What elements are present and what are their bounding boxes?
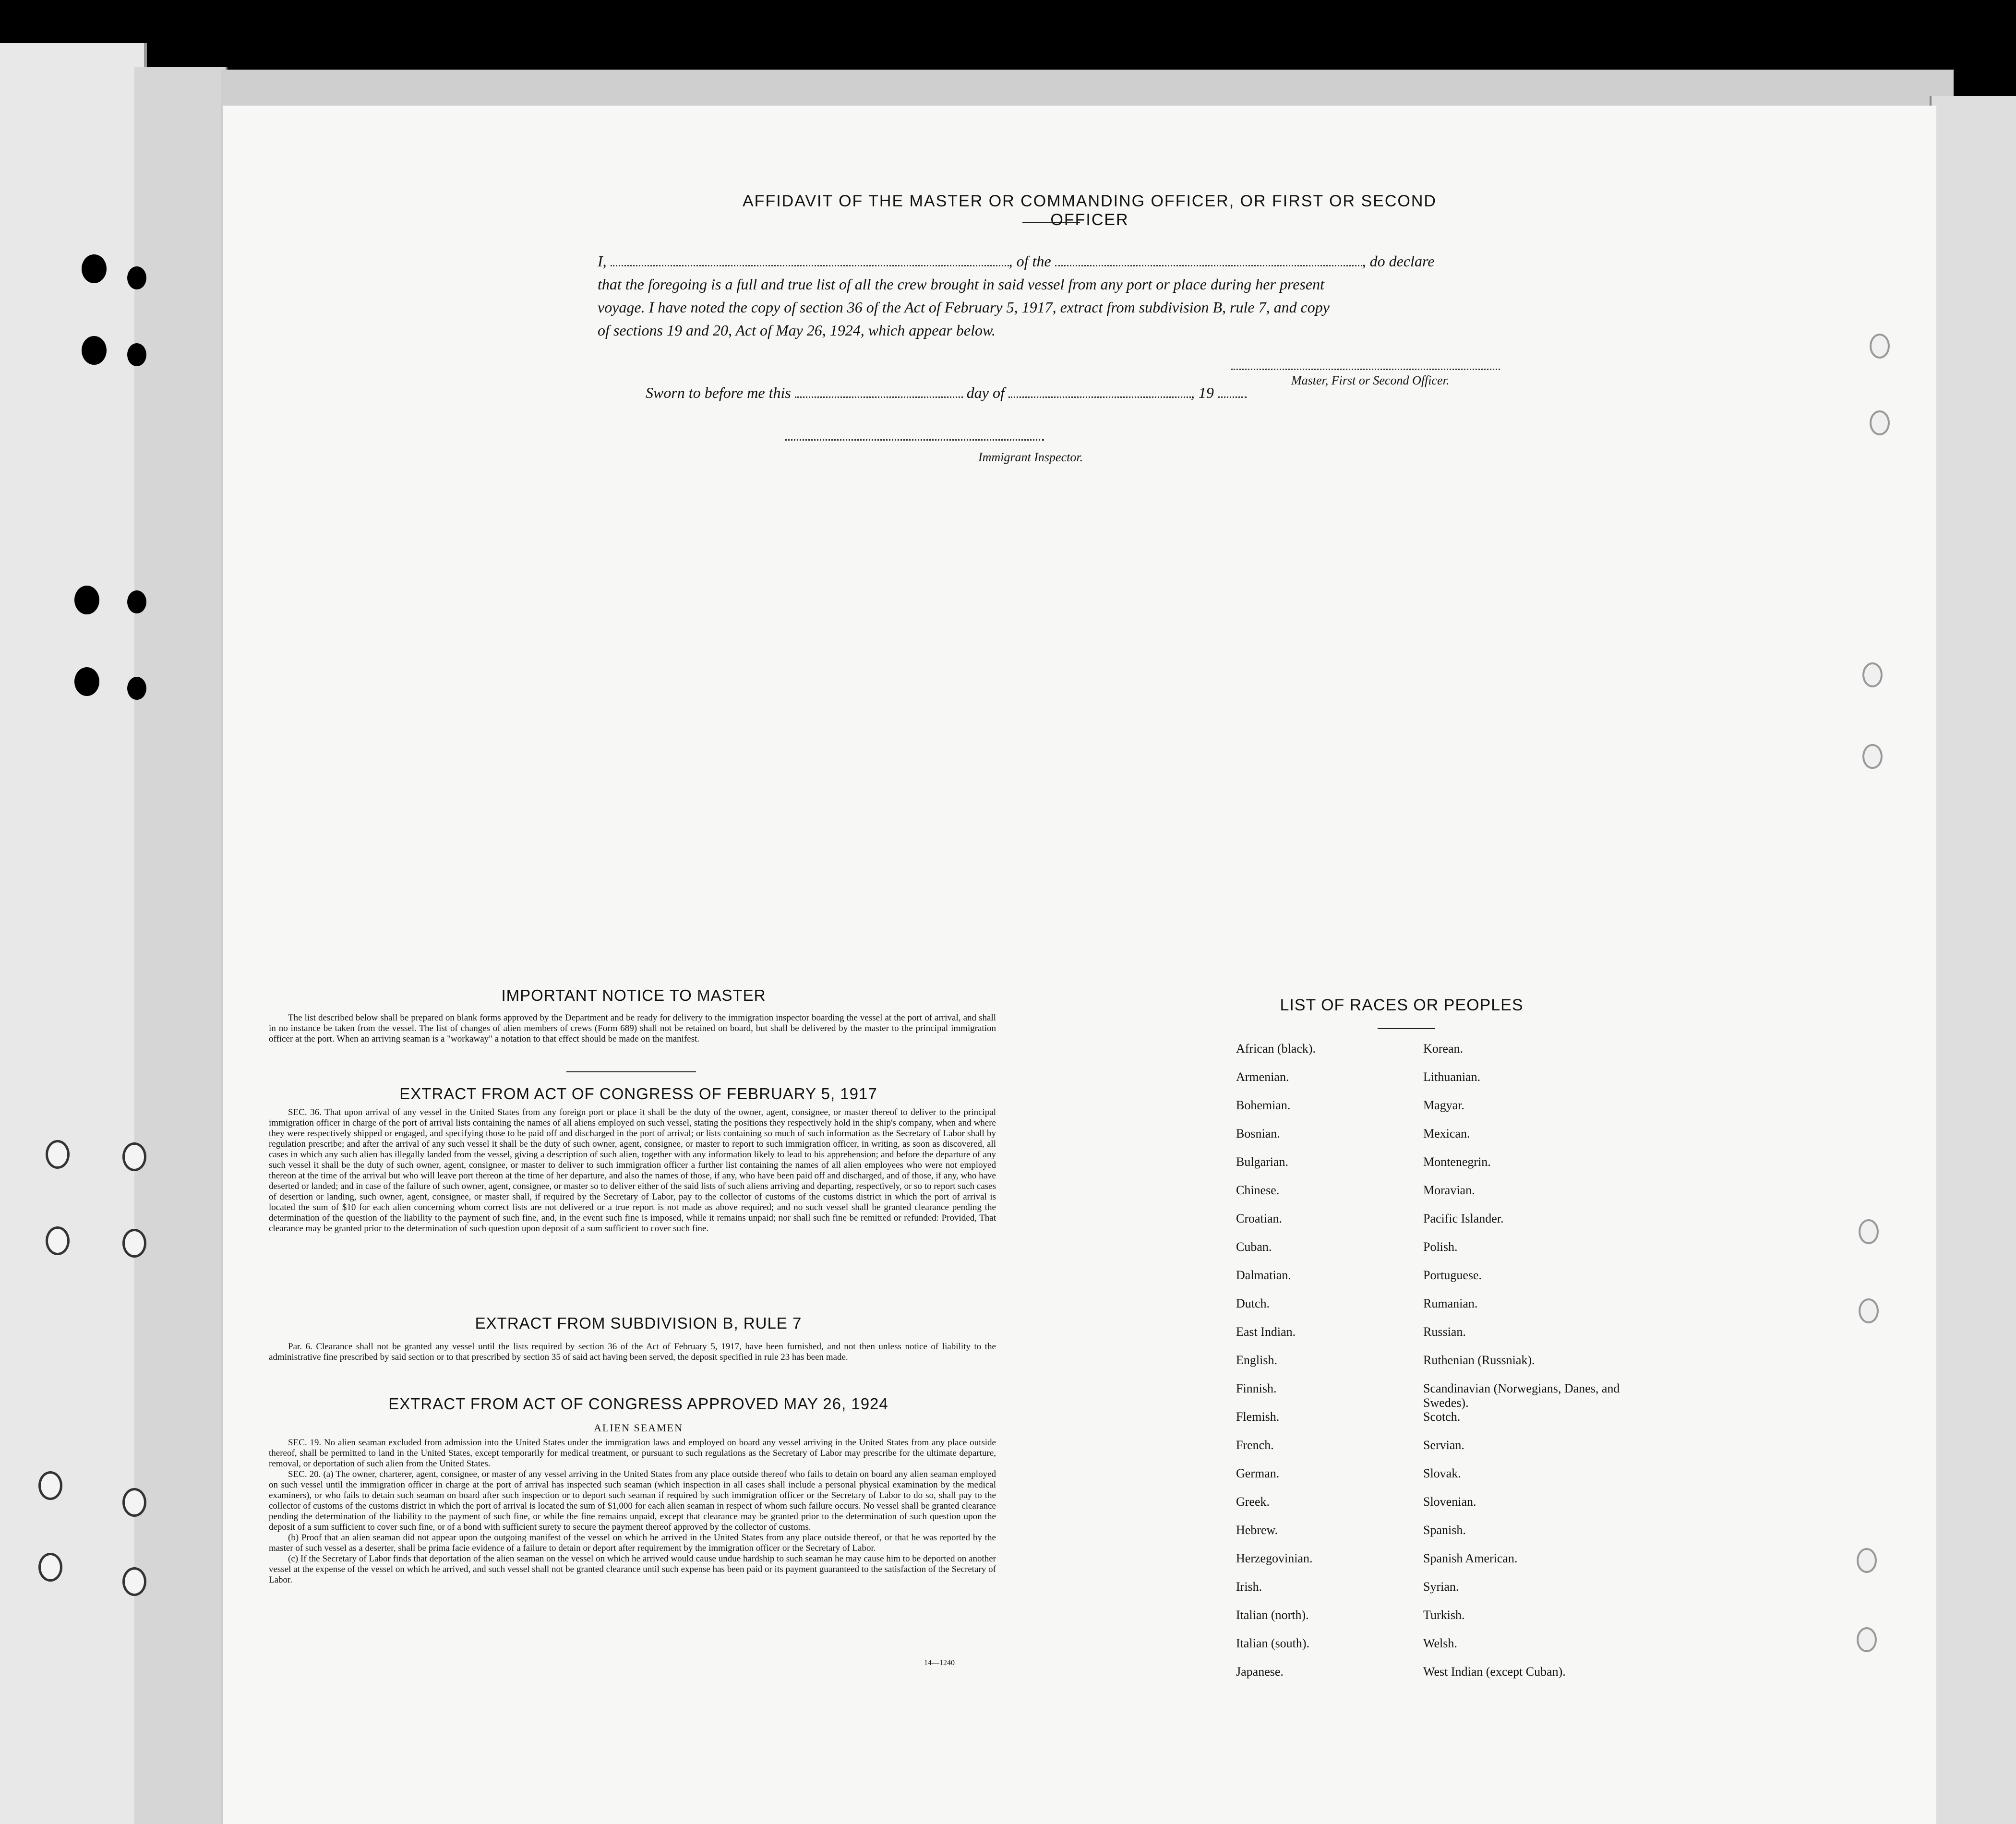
sworn-month-field[interactable] <box>1008 387 1191 398</box>
race-item: Montenegrin. <box>1423 1155 1491 1169</box>
binder-hole-icon <box>38 1471 62 1500</box>
race-item: Bosnian. <box>1236 1127 1280 1140</box>
declaration-line-3: voyage. I have noted the copy of section 36 of the Act of February 5, 1917, extract from subdivision B, rule 7, and copy <box>598 299 1330 316</box>
race-item: Scandinavian (Norwegians, Danes, and Swedes). <box>1423 1381 1620 1410</box>
sec-19-paragraph: SEC. 19. No alien seaman excluded from admission into the United States under the immigration laws and employed on board any vessel arriving in the United States from any place outside thereof, shall be permitted to land in the United States, except temporarily for medical treatment, or pursuant to such regulations as the Secretary of Labor may prescribe for the ultimate departure, removal, or deportation of such alien from the United States. <box>269 1438 996 1469</box>
race-item: Italian (south). <box>1236 1636 1310 1650</box>
race-item: Greek. <box>1236 1495 1270 1509</box>
race-item: Welsh. <box>1423 1636 1457 1650</box>
race-item: Hebrew. <box>1236 1523 1278 1537</box>
binder-hole-icon <box>74 586 99 614</box>
race-item: Armenian. <box>1236 1070 1289 1084</box>
subdivision-b-title: EXTRACT FROM SUBDIVISION B, RULE 7 <box>475 1314 802 1332</box>
punch-hole-icon <box>1857 1548 1877 1573</box>
race-item: Irish. <box>1236 1580 1262 1594</box>
race-item: Magyar. <box>1423 1098 1464 1112</box>
race-item: Bohemian. <box>1236 1098 1291 1112</box>
race-item: African (black). <box>1236 1042 1316 1056</box>
race-item: German. <box>1236 1466 1280 1480</box>
binder-hole-icon <box>127 343 146 366</box>
race-item: Bulgarian. <box>1236 1155 1289 1169</box>
divider <box>566 1071 696 1072</box>
race-item: Japanese. <box>1236 1665 1284 1679</box>
race-item: Chinese. <box>1236 1183 1280 1197</box>
race-item: Turkish. <box>1423 1608 1465 1622</box>
race-item: Finnish. <box>1236 1381 1277 1395</box>
sworn-line <box>646 384 1247 402</box>
binder-hole-icon <box>82 254 107 283</box>
right-page-edge <box>1930 96 2016 1824</box>
races-column-1 <box>1236 1042 1418 1693</box>
race-item: Dutch. <box>1236 1296 1270 1310</box>
binder-hole-icon <box>46 1140 70 1169</box>
affidavit-title: AFFIDAVIT OF THE MASTER OR COMMANDING OFFICER, OR FIRST OR SECOND OFFICER <box>743 192 1437 229</box>
subdivision-b-body: Par. 6. Clearance shall not be granted any vessel until the lists required by section 36 of the Act of February 5, 1917, have been furnished, and not then unless notice of liability to the administrative fine prescribed by said section or to that prescribed by section 35 of said act having been served, the deposit specified in rule 23 has been made. <box>269 1342 996 1362</box>
race-item: Pacific Islander. <box>1423 1212 1504 1225</box>
binder-hole-icon <box>82 336 107 365</box>
declaration-line-4: of sections 19 and 20, Act of May 26, 1924, which appear below. <box>598 322 996 339</box>
sworn-text: Sworn to before me this <box>646 384 791 401</box>
declaration-line-2: that the foregoing is a full and true list of all the crew brought in said vessel from any port or place during her present <box>598 276 1324 293</box>
sworn-day-field[interactable] <box>795 387 963 398</box>
extract-1924-body <box>269 1438 996 1585</box>
sworn-year-prefix: , 19 <box>1190 384 1214 401</box>
extract-1917-body: SEC. 36. That upon arrival of any vessel in the United States from any foreign port or place it shall be the duty of the owner, agent, consignee, or master thereof to deliver to the principal immigration officer in charge of the port of arrival lists containing the names of all aliens employed on such vessel, stating the positions they respectively hold in the ship's company, when and where they were respectively shipped or engaged, and specifying those to be paid off and discharged in the port of arrival; or lists containing so much of such information as the Secretary of Labor shall by regulation prescribe; and after the arrival of any such vessel it shall be the duty of such owner, agent, consignee, or master to report to such immigration officer, in writing, as soon as discovered, all cases in which any such alien has illegally landed from the vessel, giving a description of such alien, together with any information likely to lead to his apprehension; and before the departure of any such vessel it shall be the duty of such owner, agent, consignee, or master to deliver to such immigration officer a further list containing the names of all alien employees who were not employed thereon at the time of the arrival but who will leave port thereon at the time of her departure, and also the names of those, if any, who have been paid off and discharged, and of those, if any, who have deserted or landed; and in case of the failure of such owner, agent, consignee, or master so to deliver either of the said lists of such aliens arriving and departing, respectively, or so to report such cases of desertion or landing, such owner, agent, consignee, or master shall, if required by the Secretary of Labor, pay to the collector of customs of the customs district in which the port of arrival is located the sum of $10 for each alien concerning whom correct lists are not delivered or a true report is not made as above required; and no such vessel shall be granted clearance pending the determination of the question of the liability to the payment of such fine, and, in the event such fine is imposed, while it remains unpaid; nor shall such fine be remitted or refunded: Provided, That clearance may be granted prior to the determination of such question upon deposit of a sum sufficient to cover such fine. <box>269 1107 996 1234</box>
master-caption: Master, First or Second Officer. <box>1291 373 1450 387</box>
binder-hole-icon <box>122 1229 146 1258</box>
races-column-2 <box>1423 1042 1625 1693</box>
race-item: English. <box>1236 1353 1277 1367</box>
race-item: Korean. <box>1423 1042 1464 1056</box>
binder-hole-icon <box>38 1553 62 1582</box>
punch-hole-icon <box>1859 1298 1879 1323</box>
declaration-i: I, <box>598 252 607 270</box>
race-item: Slovenian. <box>1423 1495 1476 1509</box>
sworn-day-of: day of <box>966 384 1005 401</box>
binder-hole-icon <box>122 1567 146 1596</box>
binder-edge <box>134 67 228 1824</box>
master-signature-field[interactable] <box>1231 369 1500 370</box>
punch-hole-icon <box>1857 1627 1877 1652</box>
notice-title: IMPORTANT NOTICE TO MASTER <box>501 986 766 1004</box>
race-item: Croatian. <box>1236 1212 1283 1225</box>
sec-20a-paragraph: SEC. 20. (a) The owner, charterer, agent, consignee, or master of any vessel arriving in the United States from any place outside thereof who fails to detain on board any alien seaman employed on such vessel until the immigration officer in charge at the port of arrival has inspected such seaman (which inspection in all cases shall include a personal physical examination by the medical examiners), or who fails to detain such seaman on board after such inspection or to deport such seaman if required by such immigration officer or the Secretary of Labor to do so, shall pay to the collector of customs of the customs district in which the port of arrival is located the sum of $1,000 for each alien seaman in respect of whom such failure occurs. No vessel shall be granted clearance pending the determination of the liability to the payment of such fine, or while the fine remains unpaid, except that clearance may be granted prior to the determination of such question upon the deposit of a sum sufficient to cover such fine, or of a bond with sufficient surety to secure the payment thereof approved by the collector of customs. <box>269 1469 996 1532</box>
race-item: Scotch. <box>1423 1410 1461 1424</box>
inspector-caption: Immigrant Inspector. <box>978 450 1083 464</box>
races-rule <box>1378 1028 1435 1029</box>
officer-name-field[interactable] <box>611 255 1009 266</box>
title-rule <box>1022 222 1080 223</box>
punch-hole-icon <box>1862 744 1883 769</box>
punch-hole-icon <box>1859 1219 1879 1244</box>
race-item: Rumanian. <box>1423 1296 1478 1310</box>
binder-hole-icon <box>122 1142 146 1171</box>
notice-body: The list described below shall be prepared on blank forms approved by the Department and be ready for delivery to the immigration inspector boarding the vessel at the port of arrival, and shall in no instance be taken from the vessel. The list of changes of alien members of crews (Form 689) shall not be retained on board, but shall be delivered by the master to the principal immigration officer at the port. When an arriving seaman is a "workaway" a notation to that effect should be made on the manifest. <box>269 1013 996 1044</box>
race-item: Polish. <box>1423 1240 1458 1254</box>
race-item: Herzegovinian. <box>1236 1551 1313 1565</box>
sworn-year-field[interactable] <box>1218 387 1247 398</box>
race-item: Spanish American. <box>1423 1551 1518 1565</box>
declaration-of-the: , of the <box>1008 252 1051 270</box>
inspector-signature-field[interactable] <box>785 439 1044 441</box>
binder-hole-icon <box>127 266 146 289</box>
race-item: Dalmatian. <box>1236 1268 1291 1282</box>
race-item: Italian (north). <box>1236 1608 1309 1622</box>
sec-20b-paragraph: (b) Proof that an alien seaman did not appear upon the outgoing manifest of the vessel on which he arrived in the United States from any place outside thereof, or that he was reported by the master of such vessel as a deserter, shall be prima facie evidence of a failure to detain or deport after requirement by the immigration officer or the Secretary of Labor. <box>269 1533 996 1553</box>
race-item: West Indian (except Cuban). <box>1423 1665 1566 1679</box>
extract-1924-subtitle: ALIEN SEAMEN <box>594 1422 683 1434</box>
race-item: Slovak. <box>1423 1466 1461 1480</box>
extract-1917-title: EXTRACT FROM ACT OF CONGRESS OF FEBRUARY 5, 1917 <box>399 1085 877 1103</box>
race-item: Spanish. <box>1423 1523 1466 1537</box>
binder-hole-icon <box>127 590 146 613</box>
affidavit-declaration <box>598 250 1538 342</box>
vessel-name-field[interactable] <box>1055 255 1362 266</box>
race-item: Lithuanian. <box>1423 1070 1481 1084</box>
race-item: Ruthenian (Russniak). <box>1423 1353 1535 1367</box>
punch-hole-icon <box>1862 662 1883 687</box>
race-item: East Indian. <box>1236 1325 1296 1339</box>
extract-1924-title: EXTRACT FROM ACT OF CONGRESS APPROVED MAY 26, 1924 <box>388 1395 888 1413</box>
binder-hole-icon <box>74 667 99 696</box>
race-item: Russian. <box>1423 1325 1466 1339</box>
punch-hole-icon <box>1870 410 1890 435</box>
binder-hole-icon <box>127 677 146 700</box>
punch-hole-icon <box>1870 334 1890 359</box>
race-item: Servian. <box>1423 1438 1464 1452</box>
race-item: Cuban. <box>1236 1240 1272 1254</box>
races-title: LIST OF RACES OR PEOPLES <box>1280 996 1524 1014</box>
race-item: Mexican. <box>1423 1127 1470 1140</box>
race-item: French. <box>1236 1438 1274 1452</box>
race-item: Moravian. <box>1423 1183 1475 1197</box>
form-number: 14—1240 <box>924 1659 955 1667</box>
binder-hole-icon <box>46 1226 70 1255</box>
race-item: Flemish. <box>1236 1410 1280 1424</box>
binder-strip <box>0 43 147 1824</box>
declaration-do-declare: , do declare <box>1362 252 1435 270</box>
declaration-line-1 <box>598 250 1538 273</box>
sec-20c-paragraph: (c) If the Secretary of Labor finds that deportation of the alien seaman on the vessel on which he arrived would cause undue hardship to such seaman he may cause him to be deported on another vessel at the expense of the vessel on which he arrived, and such vessel shall not be granted clearance until such expense has been paid or its payment guaranteed to the satisfaction of the Secretary of Labor. <box>269 1554 996 1585</box>
race-item: Portuguese. <box>1423 1268 1482 1282</box>
race-item: Syrian. <box>1423 1580 1459 1594</box>
binder-hole-icon <box>122 1488 146 1517</box>
